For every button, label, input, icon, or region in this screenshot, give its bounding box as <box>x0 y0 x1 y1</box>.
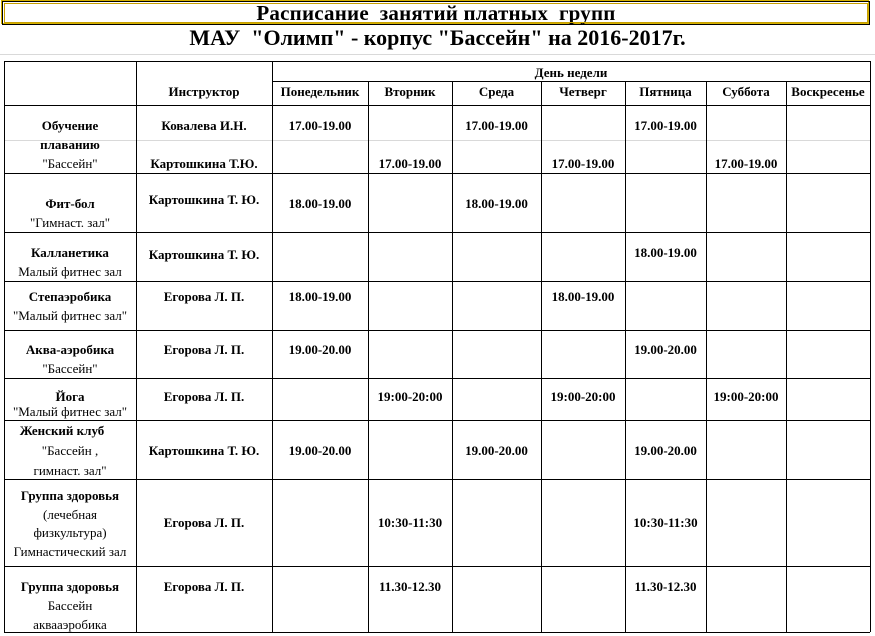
grid-line <box>4 566 870 567</box>
grid-line <box>272 81 870 82</box>
grid-line <box>4 173 870 174</box>
time-slot[interactable]: 17.00-19.00 <box>288 118 352 133</box>
activity-place[interactable]: Малый фитнес зал <box>18 264 122 279</box>
day-header-1[interactable]: Вторник <box>384 84 436 99</box>
time-slot[interactable]: 19.00-20.00 <box>288 342 352 357</box>
time-slot[interactable]: 19:00-20:00 <box>377 389 443 404</box>
activity-note[interactable]: (лечебная <box>43 507 97 522</box>
schedule-title[interactable]: Расписание занятий платных групп <box>2 1 870 25</box>
activity-name[interactable]: Калланетика <box>31 245 109 260</box>
instructor-name[interactable]: Картошкина Т. Ю. <box>148 443 260 458</box>
activity-note[interactable]: физкультура) <box>33 525 107 540</box>
instructor-name[interactable]: Картошкина Т. Ю. <box>148 192 260 207</box>
day-header-2[interactable]: Среда <box>478 84 515 99</box>
day-header-3[interactable]: Четверг <box>559 84 607 99</box>
activity-place[interactable]: "Бассейн" <box>42 361 98 376</box>
time-slot[interactable]: 11.30-12.30 <box>634 579 697 594</box>
grid-line <box>870 61 871 632</box>
instructor-name[interactable]: Картошкина Т.Ю. <box>150 156 258 171</box>
activity-name[interactable]: Обучение <box>41 118 99 133</box>
activity-name[interactable]: плаванию <box>40 137 100 152</box>
grid-line <box>4 61 870 62</box>
time-slot[interactable]: 18.00-19.00 <box>634 245 697 260</box>
time-slot[interactable]: 17.00-19.00 <box>378 156 442 171</box>
grid-line <box>786 81 787 632</box>
schedule-subtitle[interactable]: МАУ "Олимп" - корпус "Бассейн" на 2016-2017г. <box>189 25 686 50</box>
instructor-name[interactable]: Егорова Л. П. <box>163 342 245 357</box>
activity-name[interactable]: Йога <box>55 389 85 404</box>
activity-place[interactable]: "Бассейн" <box>42 156 98 171</box>
time-slot[interactable]: 18.00-19.00 <box>288 289 352 304</box>
time-slot[interactable]: 10:30-11:30 <box>633 515 698 530</box>
activity-place[interactable]: Гимнастический зал <box>13 544 127 559</box>
time-slot[interactable]: 17.00-19.00 <box>465 118 528 133</box>
day-header-0[interactable]: Понедельник <box>280 84 360 99</box>
time-slot[interactable]: 19.00-20.00 <box>634 342 697 357</box>
time-slot[interactable]: 11.30-12.30 <box>378 579 442 594</box>
time-slot[interactable]: 19.00-20.00 <box>288 443 352 458</box>
activity-place[interactable]: "Гимнаст. зал" <box>29 215 111 230</box>
time-slot[interactable]: 19.00-20.00 <box>465 443 528 458</box>
activity-place[interactable]: гимнаст. зал" <box>33 463 107 478</box>
day-header-6[interactable]: Воскресенье <box>791 84 865 99</box>
days-of-week-header[interactable]: День недели <box>534 65 608 80</box>
activity-place[interactable]: "Малый фитнес зал" <box>12 404 128 419</box>
instructor-name[interactable]: Егорова Л. П. <box>163 389 245 404</box>
grid-line <box>4 105 870 106</box>
time-slot[interactable]: 18.00-19.00 <box>288 196 352 211</box>
grid-line <box>4 420 870 421</box>
activity-name[interactable]: Аква-аэробика <box>25 342 115 357</box>
time-slot[interactable]: 19:00-20:00 <box>550 389 616 404</box>
instructor-name[interactable]: Егорова Л. П. <box>163 515 245 530</box>
grid-line <box>4 378 870 379</box>
instructor-name[interactable]: Егорова Л. П. <box>163 579 245 594</box>
grid-line <box>4 330 870 331</box>
activity-name[interactable]: Группа здоровья <box>20 579 120 594</box>
time-slot[interactable]: 10:30-11:30 <box>377 515 443 530</box>
grid-line <box>4 632 870 633</box>
day-header-4[interactable]: Пятница <box>639 84 692 99</box>
instructor-name[interactable]: Картошкина Т. Ю. <box>148 247 260 262</box>
grid-line <box>4 232 870 233</box>
activity-name[interactable]: Степаэробика <box>28 289 112 304</box>
activity-place[interactable]: аквааэробика <box>33 617 107 632</box>
grid-line <box>452 81 453 632</box>
time-slot[interactable]: 19:00-20:00 <box>713 389 779 404</box>
day-header-5[interactable]: Суббота <box>722 84 770 99</box>
activity-name[interactable]: Фит-бол <box>45 196 95 211</box>
activity-note[interactable]: Бассейн <box>47 598 93 613</box>
instructor-name[interactable]: Егорова Л. П. <box>163 289 245 304</box>
grid-line <box>4 479 870 480</box>
time-slot[interactable]: 17.00-19.00 <box>551 156 615 171</box>
activity-name[interactable]: Группа здоровья <box>20 488 120 503</box>
activity-name[interactable]: Женский клуб <box>19 423 105 438</box>
activity-place[interactable]: "Малый фитнес зал" <box>12 308 128 323</box>
time-slot[interactable]: 19.00-20.00 <box>634 443 697 458</box>
time-slot[interactable]: 17.00-19.00 <box>714 156 778 171</box>
grid-line <box>4 281 870 282</box>
instructor-header[interactable]: Инструктор <box>168 84 240 99</box>
grid-line <box>0 54 875 55</box>
instructor-name[interactable]: Ковалева И.Н. <box>161 118 247 133</box>
time-slot[interactable]: 17.00-19.00 <box>634 118 697 133</box>
time-slot[interactable]: 18.00-19.00 <box>551 289 615 304</box>
time-slot[interactable]: 18.00-19.00 <box>465 196 528 211</box>
activity-place[interactable]: "Бассейн , <box>41 443 99 458</box>
